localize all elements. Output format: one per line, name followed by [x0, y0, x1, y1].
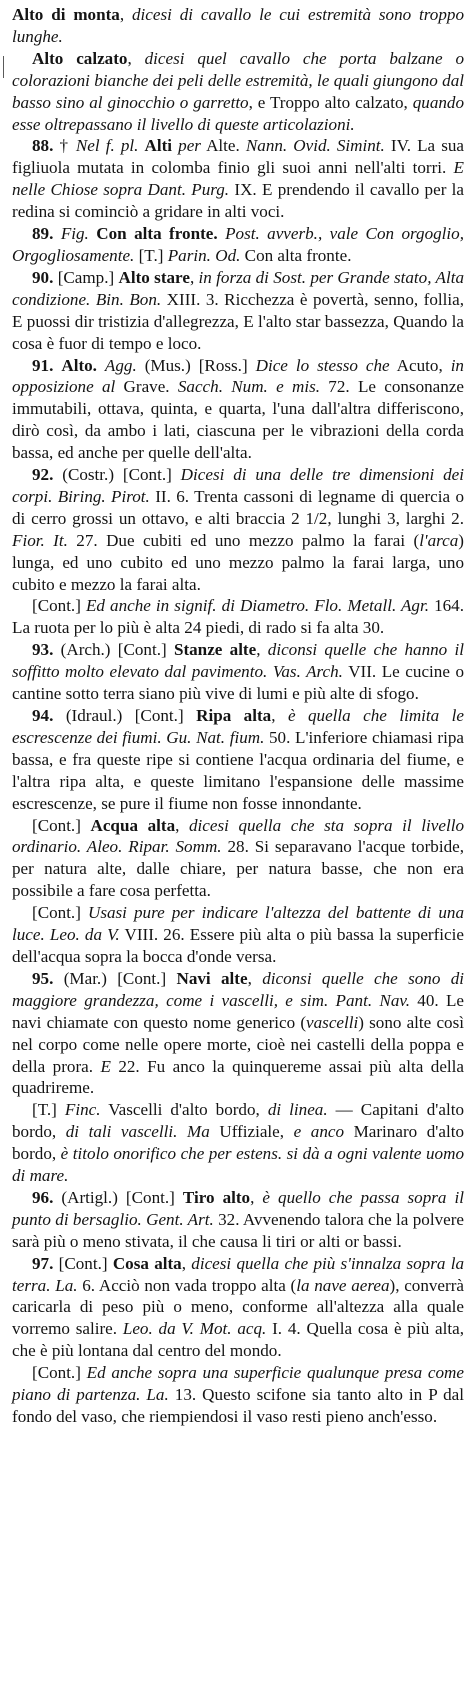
entry-headword: Alto di monta — [12, 5, 120, 24]
dictionary-entry — [12, 1362, 464, 1428]
entry-text: — Capitani d'alto bordo, — [12, 1100, 465, 1142]
entry-text: [Cont.] — [32, 1363, 87, 1383]
entry-italic-text: Ed anche in signif. di Diametro. Flo. Metall. Agr. — [85, 596, 430, 616]
entry-italic-text: quando esse oltrepassano il livello di queste articolazioni. — [12, 92, 464, 134]
entry-italic-text: di tali vascelli. Ma — [65, 1122, 210, 1142]
entry-italic-text: di linea. — [267, 1100, 328, 1120]
entry-italic-text: Ed anche sopra una superficie qualunque presa come piano di partenza. La. — [12, 1363, 464, 1405]
dictionary-entry — [12, 48, 464, 136]
entry-headword: 96. — [32, 1187, 54, 1207]
entry-text: 72. Le consonanze immutabili, ottava, quinta, e quarta, l'una dall'altra differiscono, dirò così, da ambo i lati, ciascuna per le vibrazioni della corda bassa, ed anche per quelle dell'alta. — [12, 377, 464, 463]
entry-italic-text: in opposizione al — [12, 355, 464, 397]
entry-headword: Stanze alte — [173, 640, 257, 660]
entry-text: IX. E prendendo il cavallo per la redina si cominciò a gridare in alti voci. — [12, 180, 465, 222]
entry-text: [Cont.] — [53, 1253, 113, 1273]
entry-headword: Alto stare — [118, 267, 190, 287]
dictionary-entry — [12, 968, 464, 1099]
entry-italic-text: Parin. Od. — [167, 245, 241, 265]
entry-text: , — [189, 267, 199, 287]
entry-italic-text: vascelli — [306, 1012, 359, 1032]
dictionary-entry — [12, 355, 464, 465]
entry-italic-text: Nel f. pl. — [75, 136, 139, 156]
entry-italic-text: Dicesi di una delle tre dimensioni dei corpi. Biring. Pirot. — [12, 465, 464, 506]
entry-italic-text: Fior. It. — [12, 530, 68, 550]
dictionary-entry — [12, 595, 464, 639]
entry-italic-text: diconsi quelle che sono di maggiore grandezza, come i vascelli, e sim. Pant. Nav. — [12, 968, 464, 1010]
entry-italic-text: è quello che passa sopra il punto di bersaglio. Gent. Art. — [12, 1187, 465, 1229]
entry-text: † — [53, 136, 76, 156]
entry-text: 6. Acciò non vada troppo alta ( — [77, 1275, 297, 1295]
entry-text: [Cont.] — [32, 815, 91, 835]
dictionary-entry — [12, 4, 464, 48]
entry-text: , e Troppo alto calzato, — [248, 92, 413, 112]
entry-text: Grave. — [115, 377, 178, 397]
entry-text: XIII. 3. Ricchezza è povertà, senno, follia, E puossi dir tristizia d'allegrezza, E l'alto star bassezza, Quando la cosa è fuor di tempo e loco. — [12, 289, 464, 353]
entry-text: 40. Le navi chiamate con questo nome generico ( — [12, 990, 464, 1032]
entry-headword: 94. — [32, 706, 54, 725]
entry-text — [218, 224, 225, 243]
entry-text: (Mus.) [Ross.] — [136, 355, 256, 375]
entry-italic-text: in forza di Sost. per Grande stato, Alta condizione. Bin. Bon. — [12, 267, 464, 309]
dictionary-entry — [12, 135, 464, 223]
entry-text: II. 6. Trenta cassoni di legname di quercia o di cerro grossi un ottavo, e alti braccia 2 1/2, lunghi 3, larghi 2. — [12, 486, 465, 528]
entry-italic-text: E nelle Chiose sopra Dant. Purg. — [12, 158, 464, 200]
entry-text: ) sono alte così nel corpo come nelle opere morte, cioè nei castelli della poppa e della prora. — [12, 1012, 464, 1076]
entry-text: , — [181, 1253, 192, 1273]
entry-headword: Tiro alto — [182, 1187, 251, 1207]
entry-text: Uffiziale, — [209, 1122, 294, 1142]
entry-headword: Alto. — [61, 355, 97, 375]
entry-headword: 88. — [32, 136, 54, 156]
entry-headword: Acqua alta — [90, 815, 176, 835]
entry-text — [97, 356, 105, 375]
entry-text: (Idraul.) [Cont.] — [53, 706, 197, 725]
entry-headword: Con alta fronte. — [96, 224, 218, 244]
entry-headword: 89. — [32, 224, 54, 244]
entry-headword: 92. — [32, 465, 54, 485]
entry-text: , — [119, 5, 132, 24]
entry-text: [Camp.] — [53, 267, 119, 287]
entry-headword: Alto calzato — [32, 48, 128, 68]
dictionary-entry — [12, 705, 464, 815]
entry-italic-text: l'arca — [419, 530, 459, 550]
entry-italic-text: diconsi quelle che hanno il soffitto molto elevato dal pavimento. Vas. Arch. — [12, 640, 464, 682]
entry-text: 32. Avvenendo talora che la polvere sarà più o meno stivata, il che causa li tiri or alti or bassi. — [12, 1209, 464, 1251]
dictionary-entry — [12, 902, 464, 968]
entry-italic-text: la nave aerea — [296, 1275, 390, 1295]
entry-text: Marinaro d'alto bordo, — [12, 1122, 465, 1164]
entry-text: Vascelli d'alto bordo, — [100, 1100, 268, 1120]
entry-italic-text: dicesi quella che più s'innalza sopra la terra. La. — [12, 1253, 464, 1295]
entry-text: (Arch.) [Cont.] — [53, 640, 174, 660]
dictionary-entry — [12, 1187, 464, 1253]
dictionary-entry — [12, 223, 464, 267]
entry-text: IV. La sua figliuola mutata in colomba finio gli suoi anni nell'alti torri. — [12, 136, 465, 178]
dictionary-entry — [12, 267, 464, 355]
entry-text: (Artigl.) [Cont.] — [53, 1187, 183, 1207]
entry-italic-text: Post. avverb., vale Con orgoglio, Orgogliosamente. — [12, 224, 464, 265]
dictionary-entry — [12, 1099, 464, 1187]
entry-italic-text: è quella che limita le escrescenze dei fiumi. Gu. Nat. fium. — [12, 706, 464, 747]
entry-text: (Costr.) [Cont.] — [53, 465, 181, 485]
entry-text: VIII. 26. Essere più alta o più bassa la superficie dell'acqua sopra la bocca d'onde versa. — [12, 925, 464, 966]
entry-italic-text: e anco — [293, 1122, 345, 1142]
entry-italic-text: Dice lo stesso che — [255, 355, 390, 375]
entry-text: [T.] — [32, 1100, 65, 1120]
entry-text: Con alta fronte. — [240, 245, 352, 265]
entry-italic-text: Nann. Ovid. Simint. — [245, 136, 385, 156]
entry-headword: 95. — [32, 968, 54, 988]
entry-italic-text: dicesi quella che sta sopra il livello ordinario. Aleo. Ripar. Somm. — [12, 815, 464, 857]
entry-text: , — [127, 48, 145, 68]
entry-text: ), converrà caricarla di peso più o meno, conforme all'altezza alla quale vorremo salire. — [12, 1275, 464, 1339]
entry-text — [53, 224, 60, 243]
entry-italic-text: dicesi di cavallo le cui estremità sono troppo lunghe. — [12, 5, 464, 46]
entry-text: ) lunga, ed uno cubito ed uno mezzo palmo la farai larga, uno cubito e mezzo la farai alta. — [12, 530, 464, 594]
entry-text: 28. Si separavano l'acque torbide, per natura alte, dalle chiare, per natura basse, che non era possibile a fare cosa perfetta. — [12, 837, 464, 901]
entry-text: Acuto, — [389, 355, 451, 375]
entry-italic-text: è titolo onorifico che per estens. si dà a ogni valente uomo di mare. — [12, 1144, 464, 1186]
entry-italic-text: E — [100, 1056, 111, 1076]
entry-headword: 93. — [32, 640, 54, 660]
entry-headword: 97. — [32, 1253, 54, 1273]
entry-headword: Alti — [144, 136, 173, 156]
entry-text: 164. La ruota per lo più è alta 24 piedi, di rado si fa alta 30. — [12, 596, 465, 638]
entry-italic-text: Sacch. Num. e mis. — [177, 377, 320, 397]
entry-italic-text: Leo. da V. Mot. acq. — [122, 1319, 267, 1339]
entry-headword: 90. — [32, 267, 54, 287]
entry-text: 27. Due cubiti ed uno mezzo palmo la farai ( — [67, 530, 420, 550]
entry-italic-text: Finc. — [64, 1100, 101, 1120]
entry-text: 13. Questo scifone sia tanto alto in P dal fondo del vaso, che riempiendosi il vaso resti pieno anch'esso. — [12, 1385, 465, 1426]
entry-text: , — [247, 968, 263, 988]
entry-headword: Ripa alta — [196, 706, 272, 725]
entry-text: , — [250, 1187, 263, 1207]
entry-text: [T.] — [134, 245, 168, 265]
entry-text: I. 4. Quella cosa è più alta, che è più lontana dal centro del mondo. — [12, 1319, 464, 1361]
entry-text: (Mar.) [Cont.] — [53, 968, 177, 988]
dictionary-entry — [12, 464, 464, 595]
entries-column — [12, 4, 464, 1428]
entry-italic-text: Agg. — [104, 355, 137, 375]
dictionary-entry — [12, 815, 464, 903]
dictionary-entry — [12, 639, 464, 705]
entry-text: [Cont.] — [32, 903, 88, 923]
margin-rule — [3, 56, 4, 78]
entry-italic-text: per — [178, 136, 201, 156]
entry-text: Alte. — [200, 136, 246, 156]
entry-italic-text: Usasi pure per indicare l'altezza del battente di una luce. Leo. da V. — [12, 903, 464, 945]
dictionary-entry — [12, 1253, 464, 1363]
entry-text: , — [256, 640, 268, 660]
entry-text: VII. Le cucine o cantine sotto terra siano più vive di lumi e più alte di sfogo. — [12, 662, 465, 704]
entry-headword: Cosa alta — [112, 1253, 182, 1273]
entry-text: , — [175, 815, 189, 835]
entry-headword: 91. — [32, 355, 54, 375]
entry-text: [Cont.] — [32, 596, 86, 616]
entry-headword: Navi alte — [176, 968, 248, 988]
entry-text: 22. Fu anco la quinquereme assai più alta della quadrireme. — [12, 1056, 465, 1098]
entry-text: 50. L'inferiore chiamasi ripa bassa, e fra queste ripe si contiene l'acqua ordinaria del fiume, e l'altra ripa alta, e queste limitano l'espansione delle massime escrescenze, se pure il fiume non fosse innondante. — [12, 727, 464, 813]
entry-text: , — [271, 706, 288, 725]
entry-italic-text: Fig. — [60, 224, 89, 244]
entry-italic-text: dicesi quel cavallo che porta balzane o colorazioni bianche dei peli delle estremità, le quali giungono dal basso sino al ginocchio o garretto — [12, 48, 464, 112]
